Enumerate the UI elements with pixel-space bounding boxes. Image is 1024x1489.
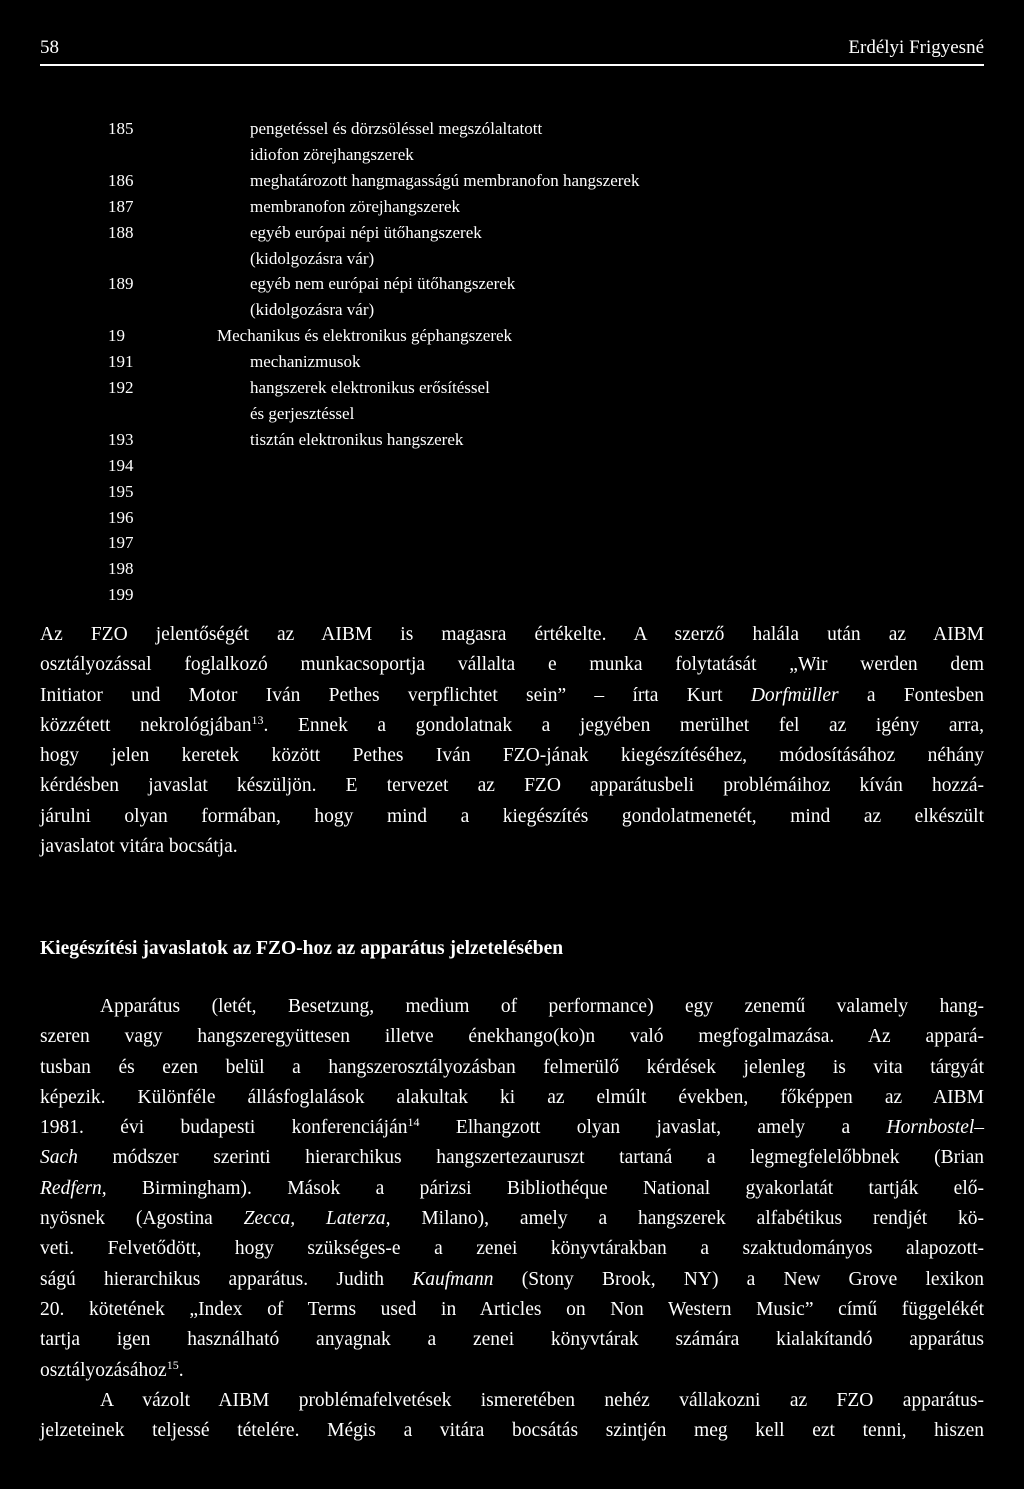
classification-row xyxy=(0,142,1024,168)
text-line: Redfern, Birmingham). Mások a párizsi Bibliothéque National gyakorlatát tartják elő- xyxy=(40,1177,984,1199)
paragraph-fzo-significance xyxy=(40,620,984,862)
class-code: 197 xyxy=(108,533,134,553)
text-line: járulni olyan formában, hogy mind a kiegészítés gondolatmenetét, mind az elkészült xyxy=(40,805,984,827)
paragraph-apparatus xyxy=(40,992,984,1386)
class-code: 195 xyxy=(108,481,134,501)
class-label: pengetéssel és dörzsöléssel megszólaltatott xyxy=(250,119,543,138)
text-line: ságú hierarchikus apparátus. Judith Kaufmann (Stony Brook, NY) a New Grove lexikon xyxy=(40,1268,984,1290)
class-code: 186 xyxy=(108,170,134,190)
class-code: 19 xyxy=(108,326,125,346)
class-code: 192 xyxy=(108,378,134,397)
class-code: 199 xyxy=(108,585,134,605)
classification-row xyxy=(0,556,1024,582)
class-label: Mechanikus és elektronikus géphangszerek xyxy=(217,326,513,346)
class-code: 187 xyxy=(108,196,134,216)
class-label: meghatározott hangmagasságú membranofon hangszerek xyxy=(250,170,640,190)
classification-row xyxy=(0,582,1024,608)
classification-row xyxy=(0,479,1024,505)
text-line: Initiator und Motor Iván Pethes verpflichtet sein” – írta Kurt Dorfmüller a Fontesben xyxy=(40,684,984,706)
classification-row xyxy=(0,271,1024,297)
text-line: hogy jelen keretek között Pethes Iván FZO-jának kiegészítéséhez, módosításához néhány xyxy=(40,745,984,767)
text-line: nyösnek (Agostina Zecca, Laterza, Milano), amely a hangszerek alfabétikus rendjét kö- xyxy=(40,1208,985,1230)
classification-row xyxy=(0,349,1024,375)
header-rule xyxy=(40,64,984,66)
class-label: egyéb nem európai népi ütőhangszerek xyxy=(250,274,516,294)
class-label: idiofon zörejhangszerek xyxy=(250,144,414,164)
text-line: Sach módszer szerinti hierarchikus hangszertezauruszt tartaná a legmegfelelőbbnek (Brian xyxy=(40,1147,984,1169)
text-line: tartja igen használható anyagnak a zenei könyvtárak számára kialakítandó apparátus xyxy=(40,1329,984,1351)
class-label: membranofon zörejhangszerek xyxy=(250,196,461,216)
classification-row xyxy=(0,323,1024,349)
class-code: 189 xyxy=(108,274,134,294)
classification-row xyxy=(0,530,1024,556)
class-label: (kidolgozásra vár) xyxy=(250,300,375,320)
text-line: kérdésben javaslat készüljön. E tervezet az FZO apparátusbeli problémáihoz kíván hozzá- xyxy=(40,775,984,797)
text-line: Az FZO jelentőségét az AIBM is magasra értékelte. A szerző halála után az AIBM xyxy=(40,624,984,645)
class-label: mechanizmusok xyxy=(250,352,361,372)
classification-row xyxy=(0,194,1024,220)
classification-row xyxy=(0,453,1024,479)
paragraph-aibm-problems xyxy=(40,1386,984,1447)
text-line: tusban és ezen belül a hangszerosztályozásban felmerülő kérdések jelenleg is vita tárgyát xyxy=(40,1056,984,1078)
classification-row xyxy=(0,375,1024,401)
class-code: 193 xyxy=(108,429,134,449)
author-name-italic: Sach xyxy=(40,1147,78,1169)
running-head-author: Erdélyi Frigyesné xyxy=(848,37,984,58)
section-heading: Kiegészítési javaslatok az FZO-hoz az apparátus jelzetelésében xyxy=(40,938,564,959)
classification-row xyxy=(0,297,1024,323)
class-code: 198 xyxy=(108,559,134,579)
class-code: 188 xyxy=(108,222,134,242)
text-line: szeren vagy hangszeregyüttesen illetve énekhango(ko)n való megfogalmazása. Az appará- xyxy=(40,1026,984,1048)
classification-row xyxy=(0,168,1024,194)
classification-row xyxy=(0,427,1024,453)
class-label: tisztán elektronikus hangszerek xyxy=(250,429,464,449)
author-name-italic: Hornbostel– xyxy=(886,1117,985,1139)
footnote-ref-15: 15 xyxy=(166,1357,179,1372)
classification-row xyxy=(0,220,1024,246)
class-code: 191 xyxy=(108,352,134,372)
author-name-italic: Dorfmüller xyxy=(750,684,839,706)
footnote-ref-14: 14 xyxy=(407,1115,420,1130)
text-line: osztályozásához$^{15}$. xyxy=(40,1357,184,1381)
page-number: 58 xyxy=(40,37,59,58)
author-name-italic: Zecca, Laterza, xyxy=(243,1208,391,1230)
text-line: Apparátus (letét, Besetzung, medium of performance) egy zenemű valamely hang- xyxy=(100,996,984,1017)
footnote-ref-13: 13 xyxy=(251,712,264,727)
classification-row xyxy=(0,401,1024,427)
text-line: A vázolt AIBM problémafelvetések ismeretében nehéz vállakozni az FZO apparátus- xyxy=(100,1390,984,1411)
text-line: 20. kötetének „Index of Terms used in Articles on Non Western Music” című függelékét xyxy=(40,1298,984,1320)
text-line: 1981. évi budapesti konferenciáján$^{14}$ Elhangzott olyan javaslat, amely a Hornbostel– xyxy=(40,1115,985,1139)
class-code: 194 xyxy=(108,455,134,475)
text-line: veti. Felvetődött, hogy szükséges-e a zenei könyvtárakban a szaktudományos alapozott- xyxy=(40,1238,984,1260)
author-name-italic: Redfern xyxy=(40,1177,102,1199)
class-code: 196 xyxy=(108,507,134,527)
classification-row xyxy=(0,116,1024,142)
classification-row xyxy=(0,505,1024,531)
class-label: egyéb európai népi ütőhangszerek xyxy=(250,222,482,242)
author-name-italic: Kaufmann xyxy=(412,1268,494,1290)
text-line: jelzeteinek teljessé tételére. Mégis a vitára bocsátás szintjén meg kell ezt tenni, hiszen xyxy=(40,1420,984,1442)
class-label: hangszerek elektronikus erősítéssel xyxy=(250,378,490,397)
text-line: közzétett nekrológjában$^{13}$. Ennek a gondolatnak a jegyében merülhet fel az igény arra, xyxy=(40,712,984,736)
text-line: osztályozással foglalkozó munkacsoportja vállalta e munka folytatását „Wir werden dem xyxy=(40,654,984,676)
class-label: és gerjesztéssel xyxy=(250,403,355,423)
classification-row xyxy=(0,246,1024,272)
running-head xyxy=(40,34,984,62)
class-code: 185 xyxy=(108,119,134,138)
text-line: javaslatot vitára bocsátja. xyxy=(40,836,238,858)
class-label: (kidolgozásra vár) xyxy=(250,248,375,268)
text-line: képezik. Különféle állásfoglalások alakultak ki az elmúlt években, főképpen az AIBM xyxy=(40,1086,984,1108)
